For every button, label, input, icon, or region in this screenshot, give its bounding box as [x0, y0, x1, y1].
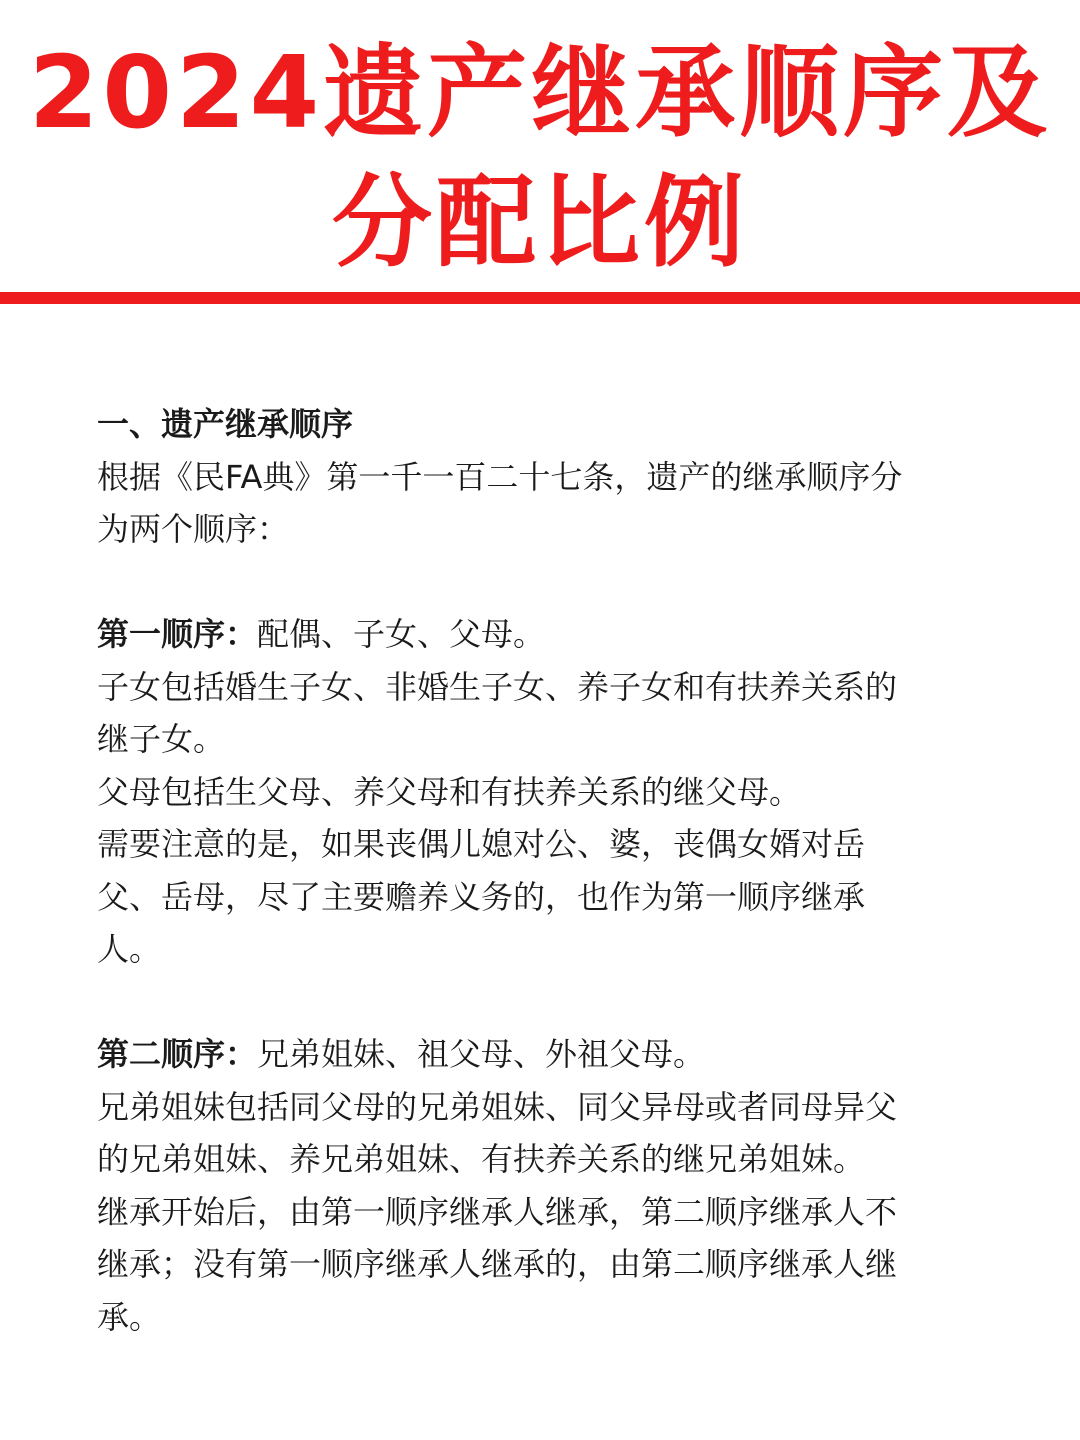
first-order-children-line-2: 继子女。 [97, 720, 226, 758]
second-order-siblings-line-2: 的兄弟姐妹、养兄弟姐妹、有扶养关系的继兄弟姐妹。 [97, 1140, 866, 1178]
section-heading: 一、遗产继承顺序 [97, 405, 354, 443]
intro-line-1: 根据《民FA典》第一千一百二十七条，遗产的继承顺序分 [97, 457, 903, 496]
first-order-note-line-2: 父、岳母，尽了主要赡养义务的，也作为第一顺序继承 [97, 877, 866, 916]
first-order-note-line-1: 需要注意的是，如果丧偶儿媳对公、婆，丧偶女婿对岳 [97, 825, 866, 863]
second-order-label: 第二顺序： [97, 1035, 258, 1073]
page-title [0, 28, 1080, 288]
second-order-rule-line-2: 继承；没有第一顺序继承人继承的，由第二顺序继承人继 [97, 1245, 898, 1283]
article-body [97, 398, 997, 1343]
first-order-note-line-3: 人。 [97, 930, 162, 968]
second-order-siblings-line-1: 兄弟姐妹包括同父母的兄弟姐妹、同父异母或者同母异父 [97, 1087, 898, 1126]
first-order-children-line-1: 子女包括婚生子女、非婚生子女、养子女和有扶养关系的 [97, 667, 898, 706]
second-order-rule-line-3: 承。 [97, 1297, 162, 1336]
second-order-summary: 兄弟姐妹、祖父母、外祖父母。 [257, 1035, 706, 1073]
first-order-label: 第一顺序： [97, 615, 258, 653]
paragraph-gap [97, 976, 997, 1029]
first-order-summary: 配偶、子女、父母。 [257, 615, 546, 653]
first-order-line [97, 608, 997, 661]
first-order-parents: 父母包括生父母、养父母和有扶养关系的继父母。 [97, 772, 802, 811]
paragraph-gap [97, 556, 997, 609]
title-line-2: 分配比例 [332, 164, 748, 281]
title-line-1: 2024遗产继承顺序及 [28, 34, 1052, 151]
second-order-rule-line-1: 继承开始后，由第一顺序继承人继承，第二顺序继承人不 [97, 1192, 898, 1231]
intro-line-2: 为两个顺序： [97, 510, 290, 548]
title-divider [0, 292, 1080, 304]
second-order-line [97, 1028, 997, 1081]
